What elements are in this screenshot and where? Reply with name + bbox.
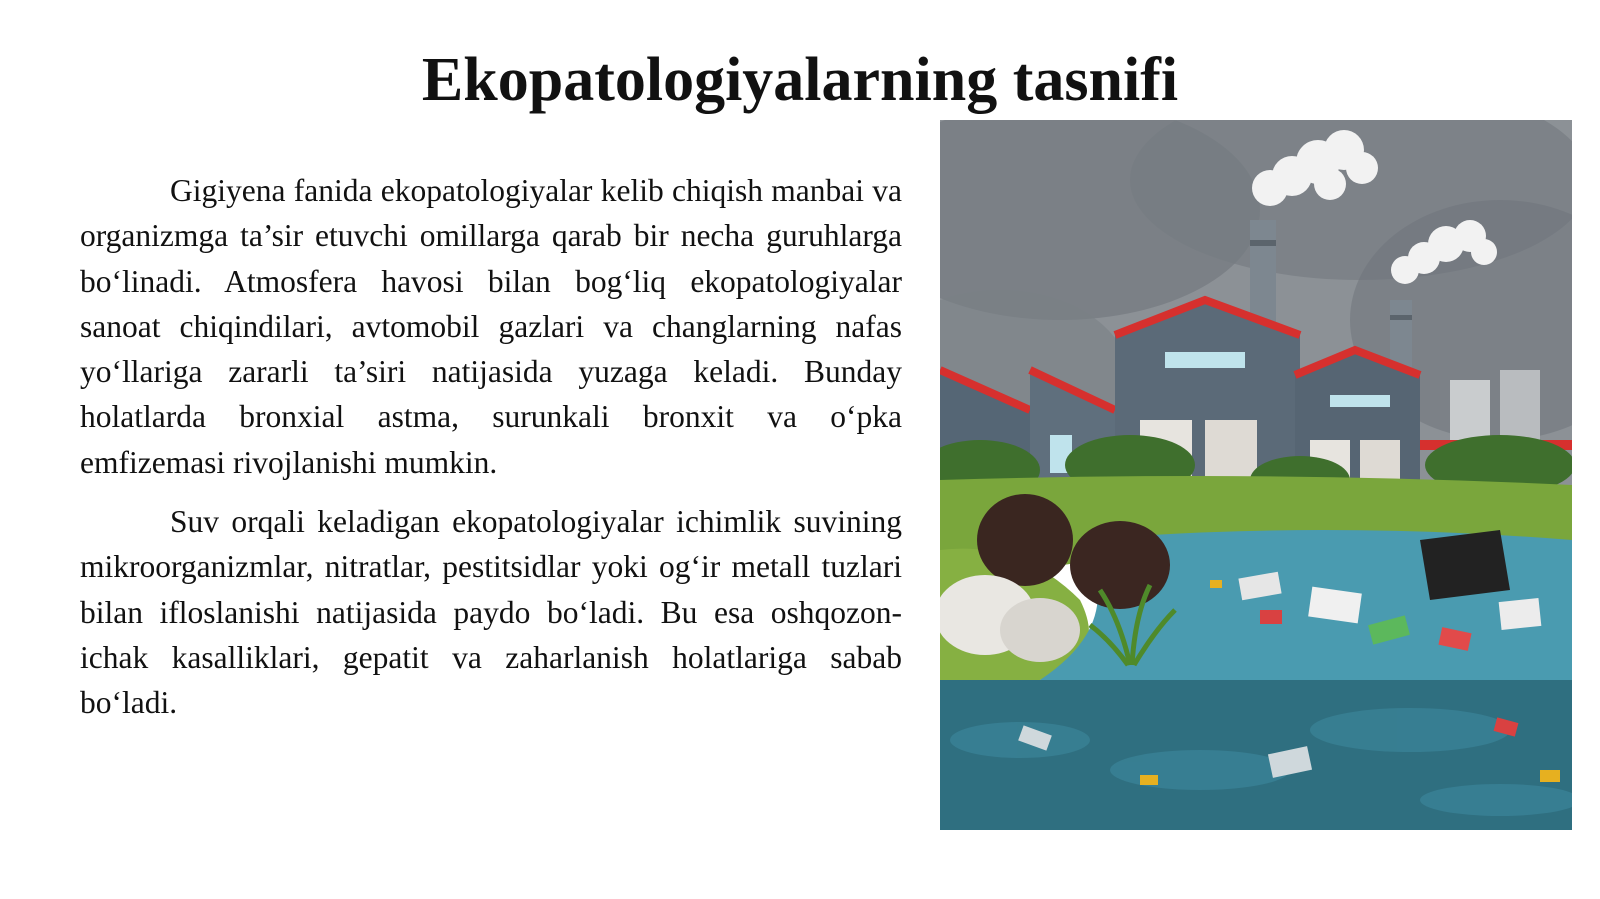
polluted-factory-river-illustration (940, 120, 1572, 830)
factory-pollution-icon (940, 120, 1572, 830)
paragraph-water-pollution: Suv orqali keladigan ekopatologiyalar ichimlik suvining mikroorganizmlar, nitratlar, pestitsidlar yoki og‘ir metall tuzlari bilan ifloslanishi natijasida paydo bo‘ladi. Bu esa oshqozon-ichak kasalliklari, gepatit va zaharlanish holatlariga sabab bo‘ladi. (80, 504, 902, 721)
page-title: Ekopatologiyalarning tasnifi (421, 46, 1179, 114)
paragraph-air-pollution: Gigiyena fanida ekopatologiyalar kelib chiqish manbai va organizmga ta’sir etuvchi omillarga qarab bir necha guruhlarga bo‘linadi. Atmosfera havosi bilan bog‘liq ekopatologiyalar sanoat chiqindilari, avtomobil gazlari va changlarning nafas yo‘llariga zararli ta’siri natijasida yuzaga keladi. Bunday holatlarda bronxial astma, surunkali bronxit va o‘pka emfizemasi rivojlanishi mumkin. (80, 173, 902, 480)
body-text (80, 168, 902, 740)
